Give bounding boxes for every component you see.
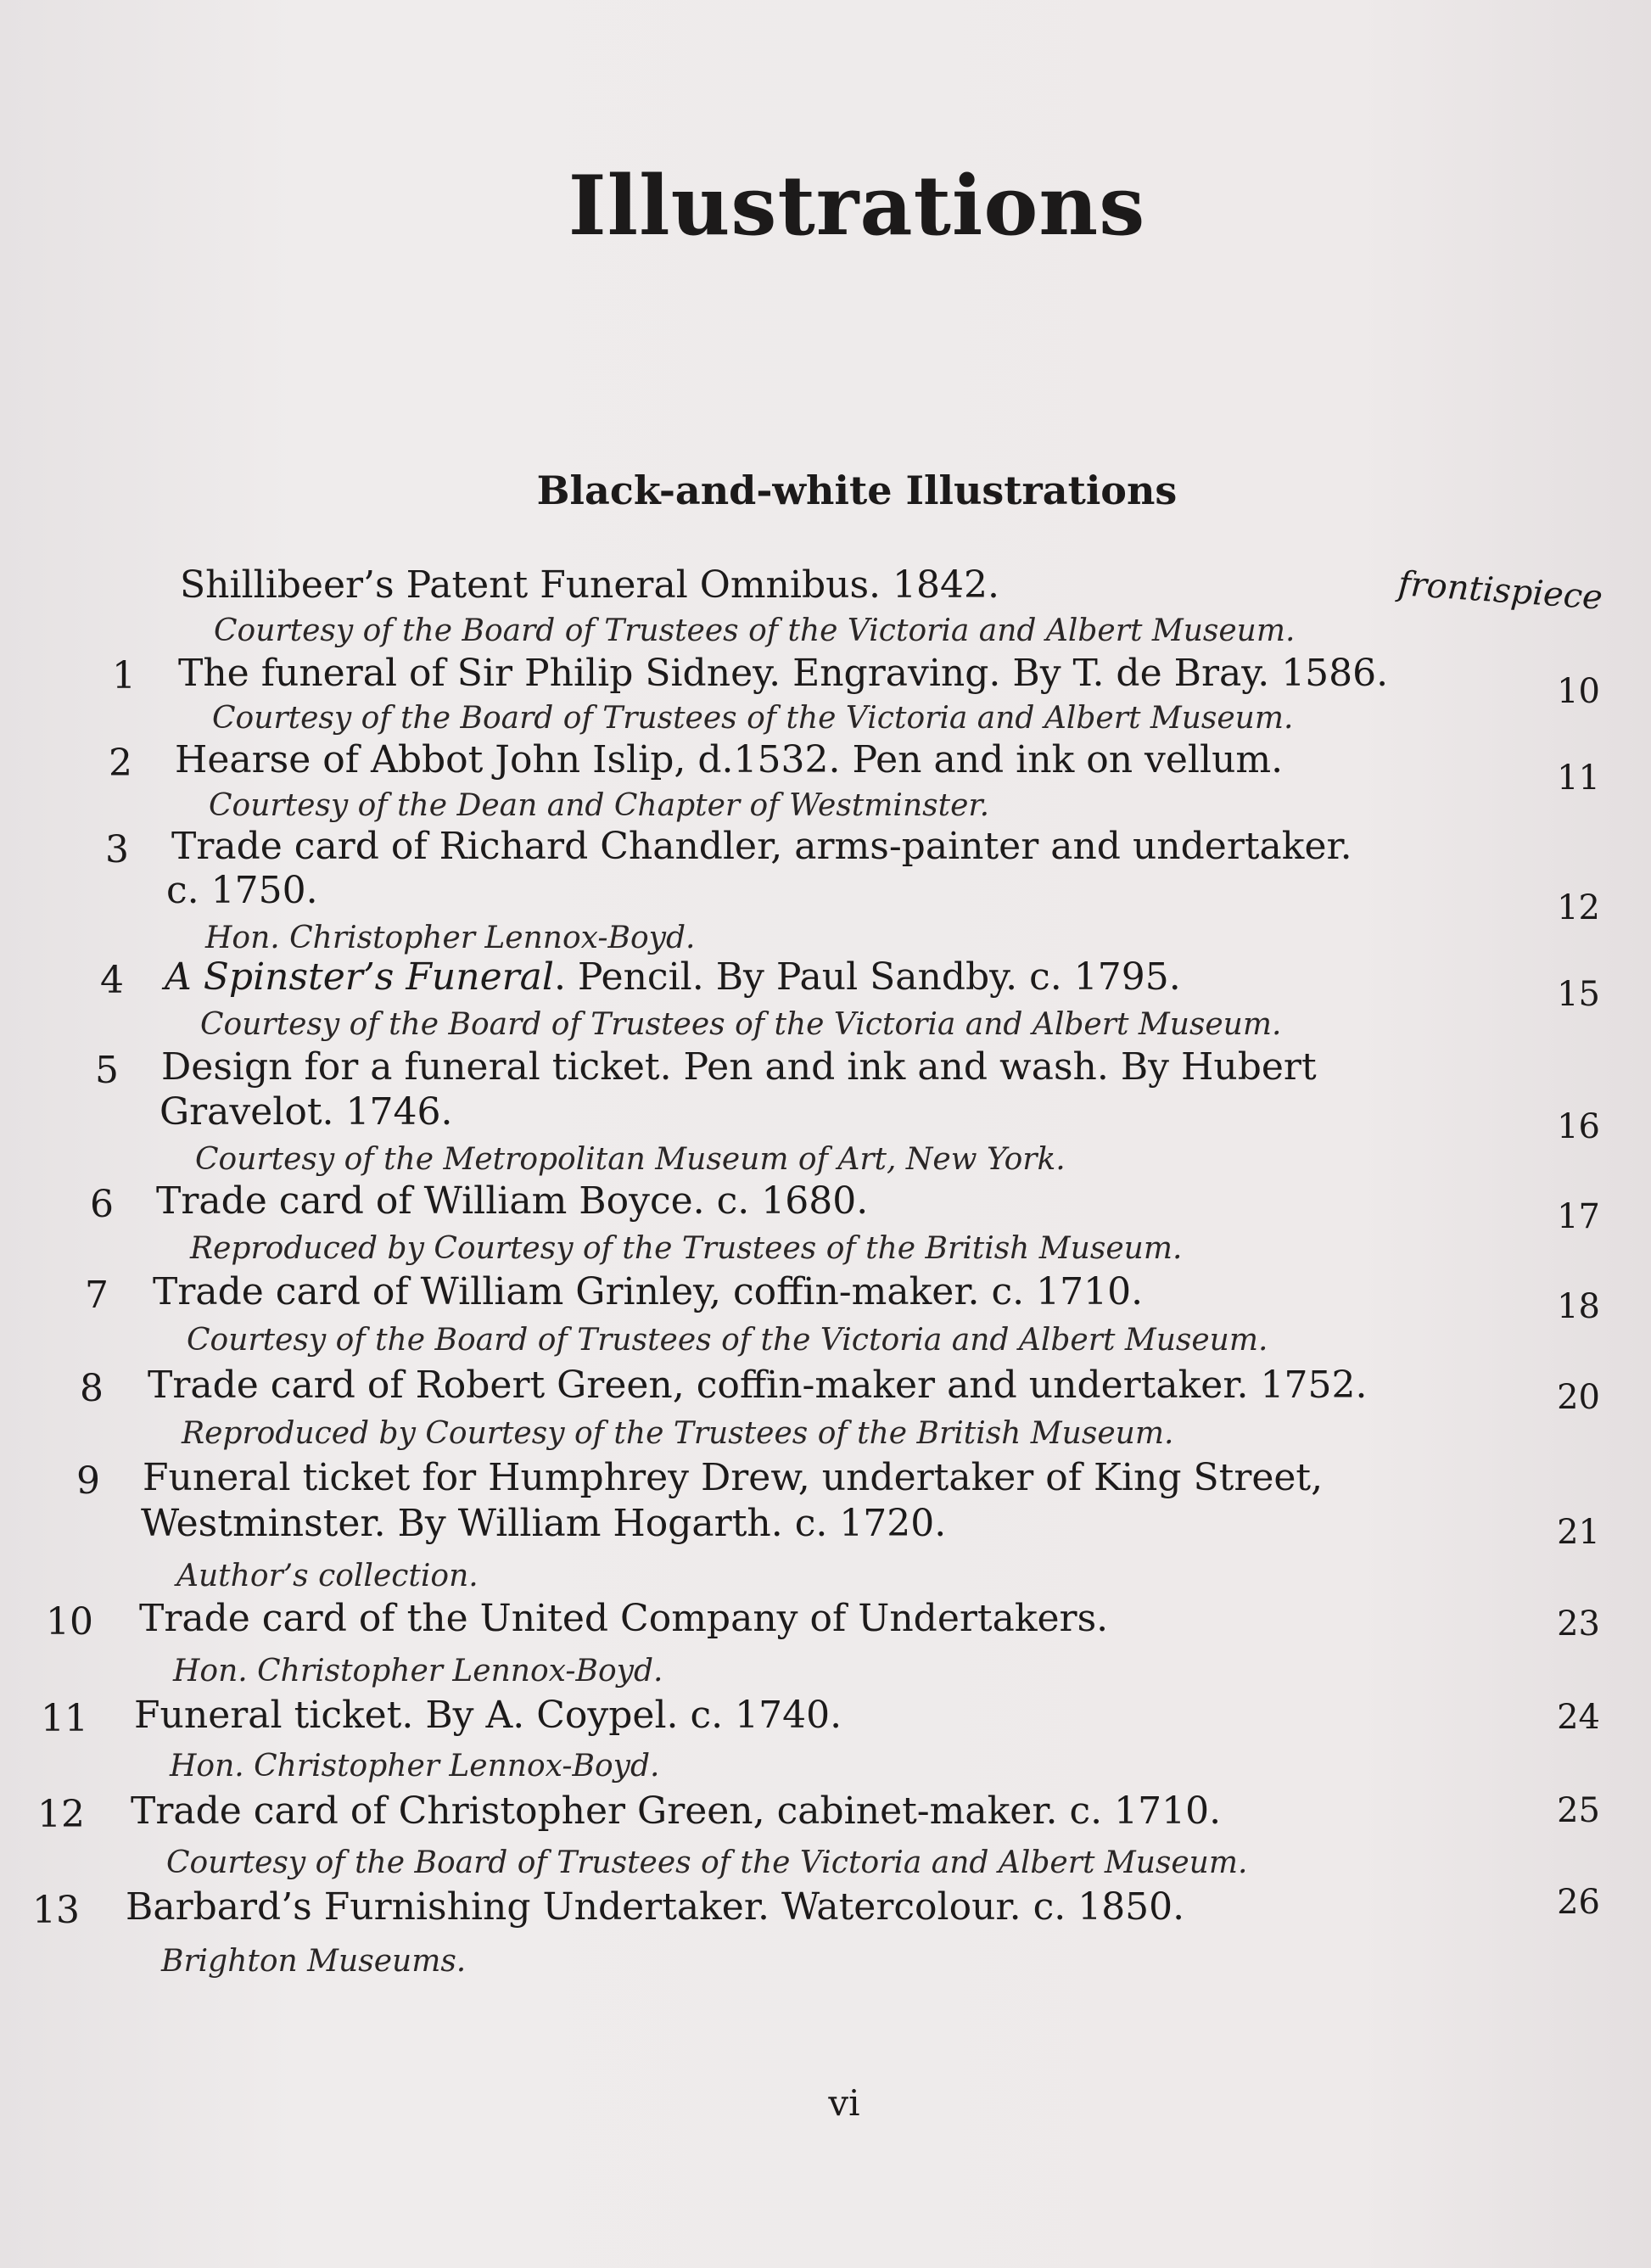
entry-title: Funeral ticket for Humphrey Drew, undertaker of King Street, bbox=[143, 1456, 1324, 1499]
entry-page: 12 bbox=[1557, 888, 1600, 927]
entry-title: Trade card of Christopher Green, cabinet-maker. c. 1710. bbox=[131, 1789, 1222, 1833]
entry-page: 18 bbox=[1557, 1287, 1600, 1326]
entry-title: The funeral of Sir Philip Sidney. Engraving. By T. de Bray. 1586. bbox=[178, 652, 1389, 695]
entry-number: 5 bbox=[95, 1049, 119, 1092]
entry-page: 26 bbox=[1557, 1883, 1600, 1922]
entry-title: Barbard’s Furnishing Undertaker. Watercolour. c. 1850. bbox=[126, 1885, 1185, 1929]
entry-title: Trade card of Richard Chandler, arms-painter and undertaker. bbox=[171, 825, 1352, 868]
entry-page: 23 bbox=[1557, 1604, 1600, 1644]
page-title: Illustrations bbox=[568, 158, 1146, 254]
entry-page: 25 bbox=[1557, 1791, 1600, 1830]
entry-credit: Courtesy of the Board of Trustees of the Victoria and Albert Museum. bbox=[212, 701, 1294, 736]
entry-title-continued: Gravelot. 1746. bbox=[160, 1090, 453, 1134]
entry-credit: Courtesy of the Board of Trustees of the Victoria and Albert Museum. bbox=[200, 1007, 1282, 1042]
entry-page: 10 bbox=[1557, 672, 1600, 711]
entry-page: 11 bbox=[1557, 759, 1600, 798]
entry-title: Trade card of Robert Green, coffin-maker and undertaker. 1752. bbox=[148, 1364, 1368, 1407]
entry-credit: Hon. Christopher Lennox-Boyd. bbox=[173, 1654, 663, 1688]
frontispiece-title: Shillibeer’s Patent Funeral Omnibus. 1842. bbox=[180, 563, 999, 607]
entry-title: Funeral ticket. By A. Coypel. c. 1740. bbox=[134, 1694, 842, 1737]
entry-credit: Courtesy of the Metropolitan Museum of Art, New York. bbox=[195, 1142, 1066, 1177]
entry-page: 21 bbox=[1557, 1513, 1600, 1552]
entry-page: 20 bbox=[1557, 1378, 1600, 1417]
entry-title-italic: A Spinster’s Funeral bbox=[165, 955, 554, 999]
entry-number: 6 bbox=[90, 1183, 114, 1226]
entry-number: 13 bbox=[32, 1889, 80, 1932]
entry-number: 8 bbox=[80, 1367, 104, 1410]
entry-title: Trade card of William Boyce. c. 1680. bbox=[156, 1179, 869, 1223]
frontispiece-label: frontispiece bbox=[1396, 564, 1604, 618]
entry-credit: Reproduced by Courtesy of the Trustees of the British Museum. bbox=[190, 1231, 1183, 1266]
entry-credit: Courtesy of the Board of Trustees of the Victoria and Albert Museum. bbox=[187, 1323, 1268, 1358]
entry-title: Trade card of William Grinley, coffin-maker. c. 1710. bbox=[153, 1270, 1144, 1313]
entry-credit: Author’s collection. bbox=[176, 1559, 479, 1593]
entry-credit: Courtesy of the Dean and Chapter of Westminster. bbox=[209, 788, 990, 823]
entry-title: Design for a funeral ticket. Pen and ink and wash. By Hubert bbox=[161, 1045, 1317, 1089]
entry-credit: Hon. Christopher Lennox-Boyd. bbox=[170, 1749, 660, 1784]
entry-title-continued: c. 1750. bbox=[166, 869, 318, 912]
entry-title-continued: Westminster. By William Hogarth. c. 1720. bbox=[141, 1502, 947, 1545]
entry-title: Trade card of the United Company of Undertakers. bbox=[139, 1597, 1109, 1640]
entry-page: 24 bbox=[1557, 1698, 1600, 1737]
entry-page: 16 bbox=[1557, 1107, 1600, 1146]
entry-page: 15 bbox=[1557, 975, 1600, 1014]
entry-title bbox=[165, 955, 1181, 1000]
entry-number: 11 bbox=[41, 1697, 88, 1740]
entry-credit: Reproduced by Courtesy of the Trustees of the British Museum. bbox=[182, 1416, 1174, 1451]
page-number: vi bbox=[828, 2082, 860, 2124]
entry-number: 7 bbox=[85, 1274, 109, 1317]
entry-number: 12 bbox=[37, 1793, 85, 1836]
entry-number: 4 bbox=[100, 959, 124, 1002]
frontispiece-credit: Courtesy of the Board of Trustees of the Victoria and Albert Museum. bbox=[214, 613, 1296, 648]
entry-number: 2 bbox=[109, 742, 132, 785]
entry-credit: Courtesy of the Board of Trustees of the Victoria and Albert Museum. bbox=[166, 1845, 1248, 1880]
entry-title-rest: . Pencil. By Paul Sandby. c. 1795. bbox=[553, 955, 1181, 999]
entry-number: 1 bbox=[112, 654, 136, 697]
entry-number: 3 bbox=[105, 828, 129, 871]
entry-page: 17 bbox=[1557, 1197, 1600, 1236]
entry-number: 9 bbox=[76, 1459, 100, 1503]
entry-credit: Brighton Museums. bbox=[161, 1944, 467, 1979]
entry-credit: Hon. Christopher Lennox-Boyd. bbox=[205, 921, 696, 955]
entry-number: 10 bbox=[46, 1600, 93, 1644]
entry-title: Hearse of Abbot John Islip, d.1532. Pen and ink on vellum. bbox=[175, 738, 1284, 781]
section-title: Black-and-white Illustrations bbox=[536, 468, 1178, 513]
